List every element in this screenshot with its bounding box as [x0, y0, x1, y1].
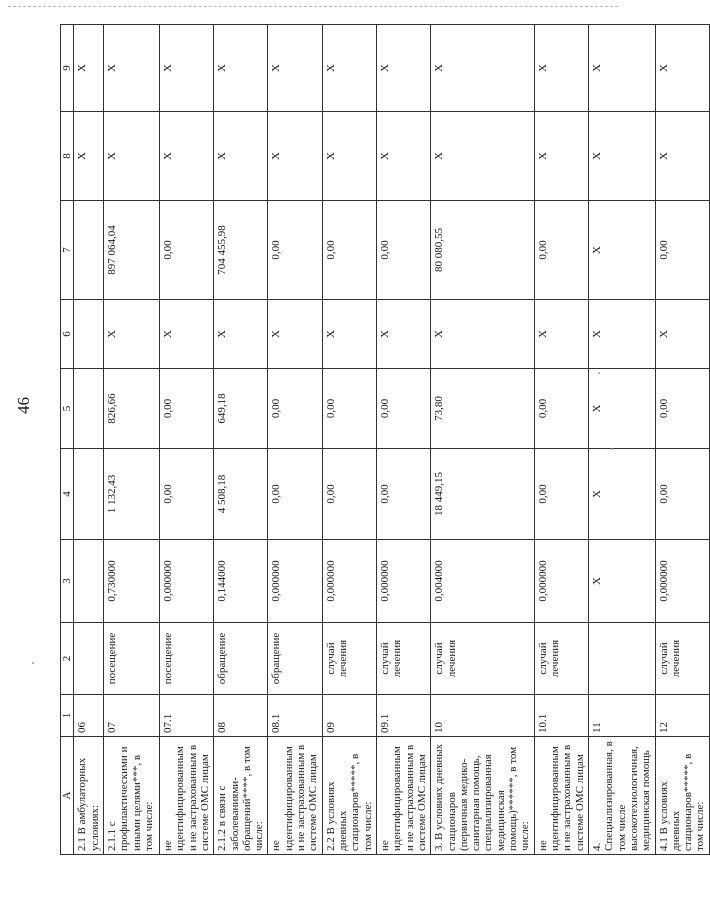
- col9-cell: X: [268, 25, 322, 112]
- row-code-cell: 07.1: [159, 695, 213, 737]
- col9-cell: X: [214, 25, 268, 112]
- row-label-cell: не идентифицированным и не застрахованным в системе ОМС лицам: [534, 737, 588, 855]
- cost-cell: 0,00: [376, 449, 430, 540]
- col6-cell: X: [159, 300, 213, 369]
- col8-cell: X: [103, 112, 159, 201]
- col6-cell: X: [588, 300, 655, 369]
- col6-cell: [74, 300, 104, 369]
- col6-cell: X: [534, 300, 588, 369]
- table-row: [74, 25, 104, 855]
- row-label-cell: 2.2 В условиях дневных стационаров*****, в том числе:: [322, 737, 376, 855]
- table-row: [431, 25, 535, 855]
- col9-cell: X: [159, 25, 213, 112]
- row-code-cell: 11: [588, 695, 655, 737]
- total-cell: 80 080,55: [431, 201, 535, 300]
- col8-cell: X: [376, 112, 430, 201]
- col8-cell: X: [214, 112, 268, 201]
- col9-cell: X: [588, 25, 655, 112]
- per-capita-cell: [74, 369, 104, 449]
- col6-cell: X: [103, 300, 159, 369]
- unit-cell: случай лечения: [534, 623, 588, 695]
- per-capita-cell: 0,00: [534, 369, 588, 449]
- scan-speck: [611, 448, 613, 450]
- data-table: [60, 24, 710, 855]
- cost-cell: 0,00: [268, 449, 322, 540]
- col9-cell: X: [103, 25, 159, 112]
- total-cell: 897 064,04: [103, 201, 159, 300]
- table-row: [534, 25, 588, 855]
- cost-cell: 4 508,18: [214, 449, 268, 540]
- total-cell: 0,00: [268, 201, 322, 300]
- col6-cell: X: [322, 300, 376, 369]
- table-row: [159, 25, 213, 855]
- row-label-cell: не идентифицированным и не застрахованным в системе ОМС лицам: [268, 737, 322, 855]
- unit-cell: случай лечения: [431, 623, 535, 695]
- row-code-cell: 07: [103, 695, 159, 737]
- row-label-cell: 3. В условиях дневных стационаров (первичная медико-санитарная помощь, специализированная медицинская помощь)******, в том числе:: [431, 737, 535, 855]
- header-cell: 9: [61, 25, 74, 112]
- col9-cell: X: [655, 25, 709, 112]
- norm-cell: 0,000000: [534, 540, 588, 623]
- total-cell: 0,00: [376, 201, 430, 300]
- norm-cell: 0,730000: [103, 540, 159, 623]
- col8-cell: X: [588, 112, 655, 201]
- norm-cell: [74, 540, 104, 623]
- header-cell: 6: [61, 300, 74, 369]
- row-label-cell: 4.1 В условиях дневных стационаров*****, в том числе:: [655, 737, 709, 855]
- norm-cell: 0,000000: [376, 540, 430, 623]
- cost-cell: 0,00: [534, 449, 588, 540]
- cost-cell: 1 132,43: [103, 449, 159, 540]
- col6-cell: X: [376, 300, 430, 369]
- total-cell: 704 455,98: [214, 201, 268, 300]
- col6-cell: X: [655, 300, 709, 369]
- unit-cell: случай лечения: [655, 623, 709, 695]
- norm-cell: X: [588, 540, 655, 623]
- per-capita-cell: 0,00: [322, 369, 376, 449]
- unit-cell: случай лечения: [376, 623, 430, 695]
- row-label-cell: не идентифицированным и не застрахованным в системе ОМС лицам: [159, 737, 213, 855]
- norm-cell: 0,004000: [431, 540, 535, 623]
- row-label-cell: 2.1 В амбулаторных условиях:: [74, 737, 104, 855]
- per-capita-cell: 0,00: [268, 369, 322, 449]
- per-capita-cell: 73,80: [431, 369, 535, 449]
- row-code-cell: 12: [655, 695, 709, 737]
- scan-top-edge-line: [8, 6, 618, 7]
- cost-cell: [74, 449, 104, 540]
- scan-speck: [598, 372, 600, 374]
- col9-cell: X: [534, 25, 588, 112]
- header-cell: 5: [61, 369, 74, 449]
- table-row: [103, 25, 159, 855]
- col8-cell: X: [322, 112, 376, 201]
- per-capita-cell: 0,00: [655, 369, 709, 449]
- col9-cell: X: [376, 25, 430, 112]
- col8-cell: X: [655, 112, 709, 201]
- total-cell: 0,00: [534, 201, 588, 300]
- total-cell: X: [588, 201, 655, 300]
- table-row: [376, 25, 430, 855]
- norm-cell: 0,000000: [159, 540, 213, 623]
- total-cell: [74, 201, 104, 300]
- row-label-cell: 4. Специализированная, в том числе высокотехнологичная, медицинская помощь: [588, 737, 655, 855]
- col9-cell: X: [74, 25, 104, 112]
- total-cell: 0,00: [159, 201, 213, 300]
- row-code-cell: 06: [74, 695, 104, 737]
- table-row: [268, 25, 322, 855]
- table-row: [655, 25, 709, 855]
- cost-cell: 0,00: [655, 449, 709, 540]
- col6-cell: X: [268, 300, 322, 369]
- row-code-cell: 08.1: [268, 695, 322, 737]
- header-cell: 3: [61, 540, 74, 623]
- unit-cell: обращение: [214, 623, 268, 695]
- total-cell: 0,00: [322, 201, 376, 300]
- row-code-cell: 09: [322, 695, 376, 737]
- scan-speck: [32, 662, 34, 664]
- table-row: [322, 25, 376, 855]
- row-label-cell: 2.1.2 в связи с заболеваниями-обращений****, в том числе:: [214, 737, 268, 855]
- row-code-cell: 10.1: [534, 695, 588, 737]
- total-cell: 0,00: [655, 201, 709, 300]
- norm-cell: 0,000000: [268, 540, 322, 623]
- col8-cell: X: [74, 112, 104, 201]
- table-row: [588, 25, 655, 855]
- header-cell: 7: [61, 201, 74, 300]
- per-capita-cell: 0,00: [376, 369, 430, 449]
- per-capita-cell: 649,18: [214, 369, 268, 449]
- norm-cell: 0,000000: [322, 540, 376, 623]
- col9-cell: X: [431, 25, 535, 112]
- cost-cell: 18 449,15: [431, 449, 535, 540]
- cost-cell: 0,00: [159, 449, 213, 540]
- header-cell: 8: [61, 112, 74, 201]
- unit-cell: обращение: [268, 623, 322, 695]
- per-capita-cell: 0,00: [159, 369, 213, 449]
- header-cell: А: [61, 737, 74, 855]
- unit-cell: посещение: [159, 623, 213, 695]
- cost-cell: 0,00: [322, 449, 376, 540]
- col6-cell: X: [214, 300, 268, 369]
- unit-cell: случай лечения: [322, 623, 376, 695]
- row-code-cell: 08: [214, 695, 268, 737]
- unit-cell: [74, 623, 104, 695]
- col6-cell: X: [431, 300, 535, 369]
- table-rotated-container: [60, 25, 707, 855]
- norm-cell: 0,000000: [655, 540, 709, 623]
- unit-cell: посещение: [103, 623, 159, 695]
- col8-cell: X: [268, 112, 322, 201]
- page-number: 46: [14, 397, 33, 414]
- per-capita-cell: X: [588, 369, 655, 449]
- header-cell: 4: [61, 449, 74, 540]
- per-capita-cell: 826,66: [103, 369, 159, 449]
- unit-cell: [588, 623, 655, 695]
- col8-cell: X: [159, 112, 213, 201]
- table-header-row: [61, 25, 74, 855]
- row-label-cell: не идентифицированным и не застрахованным в системе ОМС лицам: [376, 737, 430, 855]
- cost-cell: X: [588, 449, 655, 540]
- row-label-cell: 2.1.1 с профилактическими и иными целями***, в том числе:: [103, 737, 159, 855]
- row-code-cell: 10: [431, 695, 535, 737]
- header-cell: 2: [61, 623, 74, 695]
- table-row: [214, 25, 268, 855]
- col8-cell: X: [431, 112, 535, 201]
- row-code-cell: 09.1: [376, 695, 430, 737]
- col8-cell: X: [534, 112, 588, 201]
- col9-cell: X: [322, 25, 376, 112]
- norm-cell: 0,144000: [214, 540, 268, 623]
- header-cell: 1: [61, 695, 74, 737]
